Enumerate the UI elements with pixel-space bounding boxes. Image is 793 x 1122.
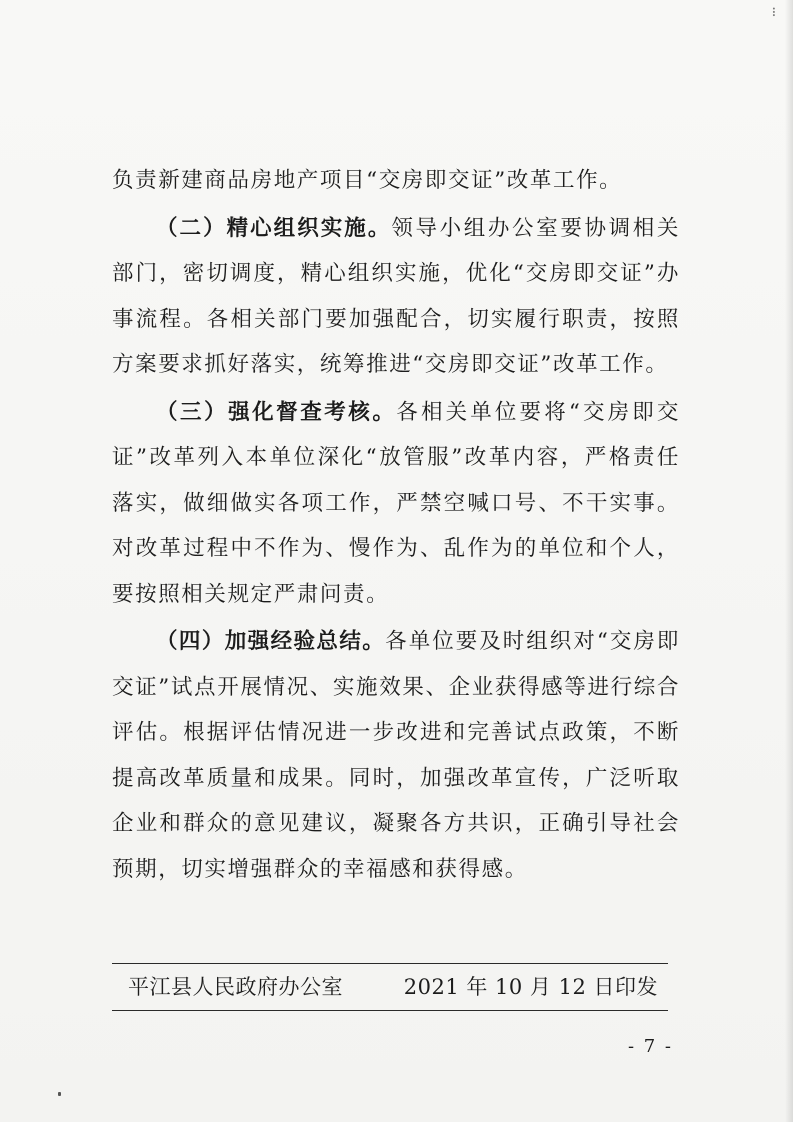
footer-top-rule <box>112 963 668 964</box>
issuing-office: 平江县人民政府办公室 <box>128 975 343 999</box>
paragraph-continuation <box>112 158 680 204</box>
paragraph-section-4 <box>112 619 680 892</box>
footer-bottom-rule <box>112 1010 668 1011</box>
paragraph-text: 各相关单位要将“交房即交证”改革列入本单位深化“放管服”改革内容，严格责任落实，做细做实各项工作，严禁空喊口号、不干实事。对改革过程中不作为、慢作为、乱作为的单位和个人，要按照相关规定严肃问责。 <box>112 399 680 607</box>
paragraph-section-3 <box>112 390 680 618</box>
issue-date: 2021 年 10 月 12 日印发 <box>403 975 658 999</box>
document-body <box>112 158 680 894</box>
section-heading: （二）精心组织实施。 <box>156 215 392 241</box>
corner-mark: ⠇ <box>771 6 779 20</box>
scan-edge-shadow <box>785 0 793 1122</box>
paragraph-section-2 <box>112 206 680 388</box>
section-heading: （三）强化督查考核。 <box>156 399 397 425</box>
scan-speck <box>58 1092 61 1096</box>
paragraph-text: 领导小组办公室要协调相关部门，密切调度，精心组织实施，优化“交房即交证”办事流程。各相关部门要加强配合，切实履行职责，按照方案要求抓好落实，统筹推进“交房即交证”改革工作。 <box>112 215 680 377</box>
section-heading: （四）加强经验总结。 <box>156 629 386 654</box>
issuance-footer <box>128 967 658 1007</box>
page-number: - 7 - <box>627 1036 673 1057</box>
paragraph-text: 各单位要及时组织对“交房即交证”试点开展情况、实施效果、企业获得感等进行综合评估。根据评估情况进一步改进和完善试点政策，不断提高改革质量和成果。同时，加强改革宣传，广泛听取企业和群众的意见建议，凝聚各方共识，正确引导社会预期，切实增强群众的幸福感和获得感。 <box>112 629 680 882</box>
paragraph-text: 负责新建商品房地产项目“交房即交证”改革工作。 <box>112 168 623 193</box>
